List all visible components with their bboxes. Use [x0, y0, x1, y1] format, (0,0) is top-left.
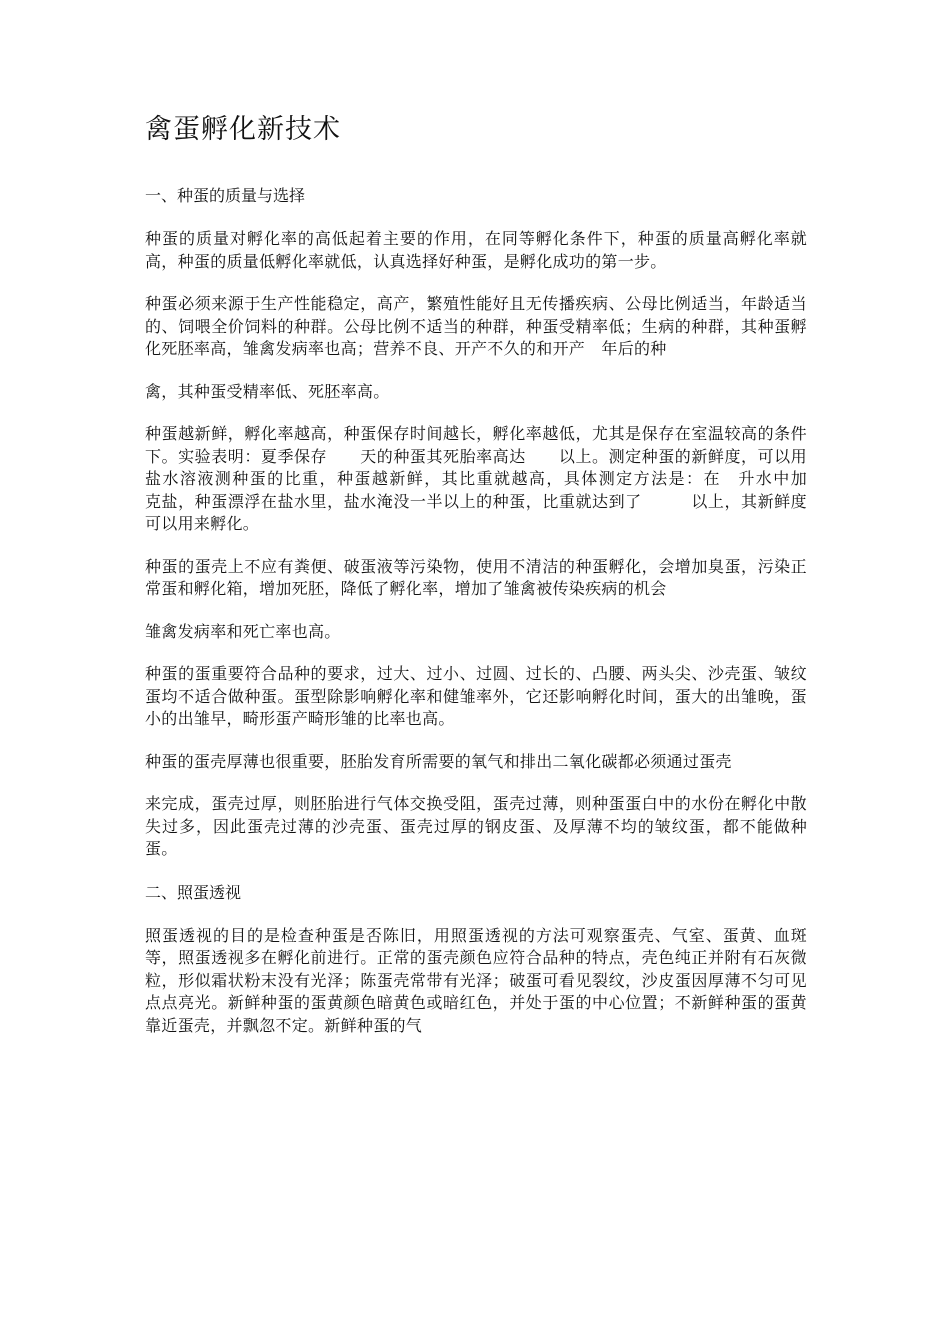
paragraph: 种蛋越新鲜，孵化率越高，种蛋保存时间越长，孵化率越低，尤其是保存在室温较高的条件下。实验表明：夏季保存 天的种蛋其死胎率高达 以上。测定种蛋的新鲜度，可以用盐水溶液测种蛋的比重，种蛋越新鲜，其比重就越高，具体测定方法是：在 升水中加 克盐，种蛋漂浮在盐水里，盐水淹没一半以上的种蛋，比重就达到了 以上，其新鲜度可以用来孵化。	[145, 424, 840, 533]
paragraph: 禽，其种蛋受精率低、死胚率高。	[145, 381, 390, 401]
paragraph: 种蛋必须来源于生产性能稳定，高产，繁殖性能好且无传播疾病、公母比例适当，年龄适当的、饲喂全价饲料的种群。公母比例不适当的种群，种蛋受精率低；生病的种群，其种蛋孵化死胚率高，雏禽发病率也高；营养不良、开产不久的和开产 年后的种	[145, 294, 807, 358]
paragraph: 照蛋透视的目的是检查种蛋是否陈旧，用照蛋透视的方法可观察蛋壳、气室、蛋黄、血斑等，照蛋透视多在孵化前进行。正常的蛋壳颜色应符合品种的特点，壳色纯正并附有石灰微粒，形似霜状粉末没有光泽；陈蛋壳常带有光泽；破蛋可看见裂纹，沙皮蛋因厚薄不匀可见点点亮光。新鲜种蛋的蛋黄颜色暗黄色或暗红色，并处于蛋的中心位置；不新鲜种蛋的蛋黄靠近蛋壳，并飘忽不定。新鲜种蛋的气	[145, 925, 807, 1035]
paragraph: 种蛋的质量对孵化率的高低起着主要的作用，在同等孵化条件下，种蛋的质量高孵化率就高，种蛋的质量低孵化率就低，认真选择好种蛋，是孵化成功的第一步。	[145, 229, 807, 271]
paragraph: 种蛋的蛋重要符合品种的要求，过大、过小、过圆、过长的、凸腰、两头尖、沙壳蛋、皱纹蛋均不适合做种蛋。蛋型除影响孵化率和健雏率外，它还影响孵化时间，蛋大的出雏晚，蛋小的出雏早，畸形蛋产畸形雏的比率也高。	[145, 664, 807, 728]
paragraph: 来完成，蛋壳过厚，则胚胎进行气体交换受阻，蛋壳过薄，则种蛋蛋白中的水份在孵化中散失过多，因此蛋壳过薄的沙壳蛋、蛋壳过厚的钢皮蛋、及厚薄不均的皱纹蛋，都不能做种蛋。	[145, 794, 807, 858]
paragraph: 雏禽发病率和死亡率也高。	[145, 621, 341, 641]
section-heading-1: 一、种蛋的质量与选择	[145, 186, 306, 205]
document-title: 禽蛋孵化新技术	[145, 114, 341, 145]
paragraph: 种蛋的蛋壳上不应有粪便、破蛋液等污染物，使用不清洁的种蛋孵化，会增加臭蛋，污染正常蛋和孵化箱，增加死胚，降低了孵化率，增加了雏禽被传染疾病的机会	[145, 556, 807, 598]
paragraph: 种蛋的蛋壳厚薄也很重要，胚胎发育所需要的氧气和排出二氧化碳都必须通过蛋壳	[145, 751, 732, 771]
section-heading-2: 二、照蛋透视	[145, 882, 242, 902]
document-page	[145, 112, 840, 1057]
